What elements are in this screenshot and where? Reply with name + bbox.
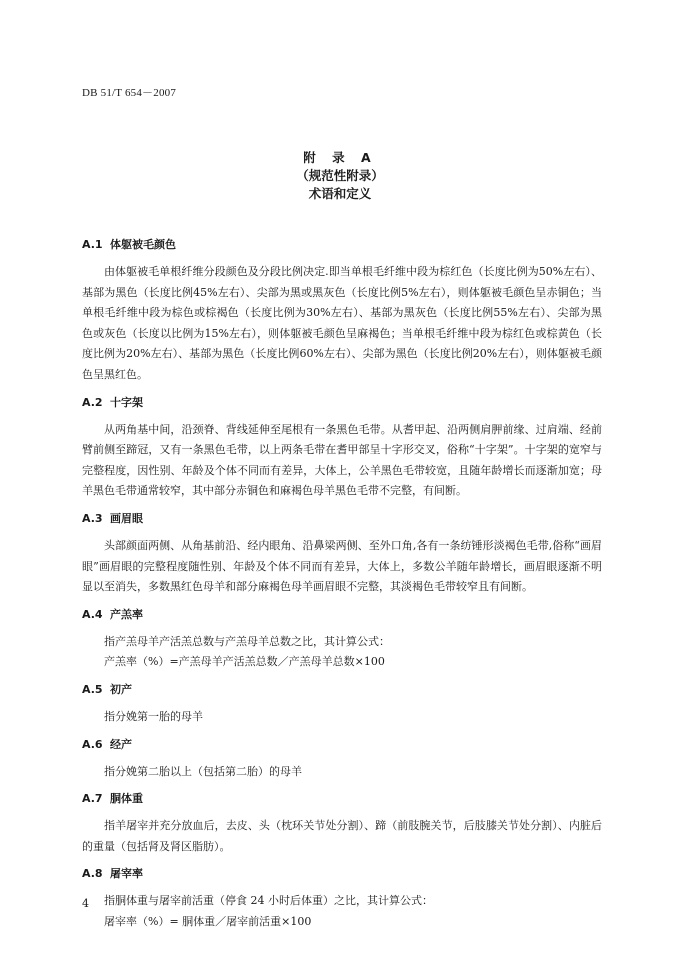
section-heading xyxy=(82,510,602,528)
section-a2 xyxy=(82,394,602,502)
section-a7 xyxy=(82,790,602,857)
section-title: 产羔率 xyxy=(110,607,143,621)
section-number: A.7 xyxy=(82,792,103,806)
section-a8 xyxy=(82,865,602,932)
section-paragraph: 从两角基中间，沿颈脊、背线延伸至尾根有一条黑色毛带。从耆甲起、沿两侧肩胛前缘、过肩端、经前臂前侧至蹄冠，又有一条黑色毛带，以上两条毛带在耆甲部呈十字形交叉，俗称“十字架”。十字架的宽窄与完整程度，因性别、年龄及个体不同而有差异，大体上，公羊黑色毛带较宽，且随年龄增长而逐渐加宽；母羊黑色毛带通常较窄，其中部分赤铜色和麻褐色母羊黑色毛带不完整，有间断。 xyxy=(82,422,602,498)
section-a4 xyxy=(82,606,602,673)
section-a3 xyxy=(82,510,602,598)
section-paragraph: 指胴体重与屠宰前活重（停食 24 小时后体重）之比，其计算公式： xyxy=(104,894,433,908)
section-title: 胴体重 xyxy=(110,792,143,806)
section-title: 屠宰率 xyxy=(110,867,143,881)
section-paragraph: 指产羔母羊产活羔总数与产羔母羊总数之比，其计算公式： xyxy=(104,634,390,648)
section-number: A.3 xyxy=(82,511,103,525)
appendix-title: 附 录 A xyxy=(303,150,377,165)
appendix-heading xyxy=(0,149,680,203)
section-title: 十字架 xyxy=(110,395,143,409)
definitions-body xyxy=(82,236,602,940)
section-paragraph: 指羊屠宰并充分放血后，去皮、头（枕环关节处分割）、蹄（前肢腕关节，后肢膝关节处分割）、内脏后的重量（包括肾及肾区脂肪）。 xyxy=(82,819,602,853)
page-number: 4 xyxy=(82,897,89,910)
section-title: 画眉眼 xyxy=(110,511,143,525)
section-heading xyxy=(82,790,602,808)
section-heading xyxy=(82,865,602,883)
section-number: A.2 xyxy=(82,395,103,409)
section-paragraph: 由体躯被毛单根纤维分段颜色及分段比例决定.即当单根毛纤维中段为棕红色（长度比例为50%左右）、基部为黑色（长度比例45%左右）、尖部为黑或黑灰色（长度比例5%左右），则体躯被毛颜色呈赤铜色；当单根毛纤维中段为棕色或棕褐色（长度比例为30%左右）、基部为黑灰色（长度比例55%左右）、尖部为黑色或灰色（长度以比例为15%左右），则体躯被毛颜色呈麻褐色；当单根毛纤维中段为棕红色或棕黄色（长度比例为20%左右）、基部为黑色（长度比例60%左右）、尖部为黑色（长度比例20%左右），则体躯被毛颜色呈黑红色。 xyxy=(82,265,602,381)
formula: 产羔率（%）=产羔母羊产活羔总数／产羔母羊总数×100 xyxy=(104,655,385,669)
section-number: A.4 xyxy=(82,607,103,621)
section-a1 xyxy=(82,236,602,386)
formula: 屠宰率（%）= 胴体重／屠宰前活重×100 xyxy=(104,914,312,928)
appendix-heading-text: 术语和定义 xyxy=(308,186,372,201)
section-title: 初产 xyxy=(110,682,132,696)
section-a5 xyxy=(82,681,602,728)
section-heading xyxy=(82,606,602,624)
section-number: A.6 xyxy=(82,737,103,751)
appendix-subtitle: （规范性附录） xyxy=(296,168,384,183)
section-heading xyxy=(82,394,602,412)
section-paragraph: 指分娩第二胎以上（包括第二胎）的母羊 xyxy=(104,764,302,778)
section-number: A.8 xyxy=(82,867,103,881)
section-heading xyxy=(82,236,602,254)
document-id: DB 51/T 654－2007 xyxy=(82,87,177,99)
section-heading xyxy=(82,681,602,699)
section-heading xyxy=(82,736,602,754)
section-paragraph: 头部颜面两侧、从角基前沿、经内眼角、沿鼻梁两侧、至外口角,各有一条纺锤形淡褐色毛带,俗称“画眉眼”画眉眼的完整程度随性别、年龄及个体不同而有差异，大体上，多数公羊随年龄增长，画眉眼逐渐不明显以至消失，多数黑红色母羊和部分麻褐色母羊画眉眼不完整，其淡褐色毛带较窄且有间断。 xyxy=(82,538,602,594)
section-title: 经产 xyxy=(110,737,132,751)
section-a6 xyxy=(82,736,602,783)
section-number: A.5 xyxy=(82,682,103,696)
section-paragraph: 指分娩第一胎的母羊 xyxy=(104,709,203,723)
section-title: 体躯被毛颜色 xyxy=(110,238,176,251)
section-number: A.1 xyxy=(82,238,103,251)
